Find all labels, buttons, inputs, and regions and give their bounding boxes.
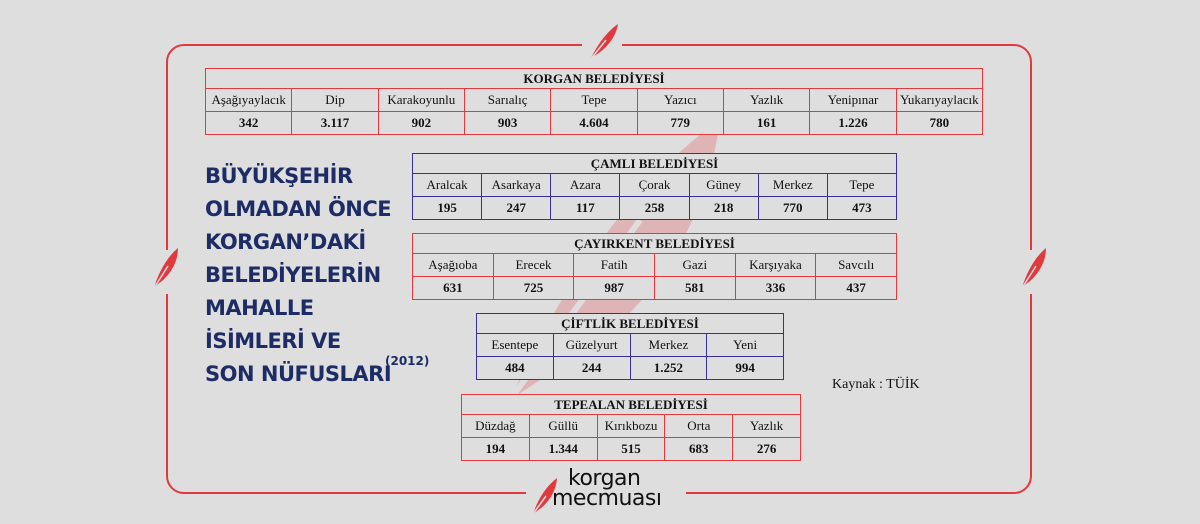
table-title: ÇAYIRKENT BELEDİYESİ [413, 234, 897, 254]
neighborhood-name: Karakoyunlu [378, 89, 464, 112]
population-value: 276 [733, 438, 801, 461]
title-line: BÜYÜKŞEHİR [205, 164, 353, 188]
population-value: 218 [689, 197, 758, 220]
neighborhood-name: Azara [551, 174, 620, 197]
neighborhood-name: Yenipınar [810, 89, 896, 112]
logo [530, 468, 680, 518]
population-value: 437 [816, 277, 897, 300]
population-value: 336 [735, 277, 816, 300]
neighborhood-name: Yazıcı [637, 89, 723, 112]
table-title: TEPEALAN BELEDİYESİ [462, 395, 801, 415]
cayirkent-table [412, 233, 897, 300]
population-value: 1.252 [630, 357, 707, 380]
neighborhood-name: Güllü [529, 415, 597, 438]
logo-text-line2: mecmuası [552, 486, 662, 511]
neighborhood-name: Aralcak [413, 174, 482, 197]
population-value: 3.117 [292, 112, 378, 135]
population-value: 780 [896, 112, 982, 135]
neighborhood-name: Sarıalıç [464, 89, 550, 112]
source-label: Kaynak : TÜİK [832, 377, 920, 392]
neighborhood-name: Dip [292, 89, 378, 112]
population-value: 902 [378, 112, 464, 135]
table-title: KORGAN BELEDİYESİ [206, 69, 983, 89]
tepealan-table [461, 394, 801, 461]
feather-icon [1018, 246, 1050, 290]
population-value: 342 [206, 112, 292, 135]
population-value: 4.604 [551, 112, 637, 135]
population-value: 195 [413, 197, 482, 220]
feather-icon [150, 246, 182, 290]
population-value: 631 [413, 277, 494, 300]
population-value: 194 [462, 438, 530, 461]
neighborhood-name: Asarkaya [482, 174, 551, 197]
korgan-table [205, 68, 983, 135]
neighborhood-name: Tepe [827, 174, 896, 197]
title-line: OLMADAN ÖNCE [205, 197, 392, 221]
population-value: 244 [553, 357, 630, 380]
neighborhood-name: Erecek [493, 254, 574, 277]
population-value: 779 [637, 112, 723, 135]
population-value: 903 [464, 112, 550, 135]
title-line: BELEDİYELERİN [205, 263, 381, 287]
title-line: İSİMLERİ VE [205, 329, 341, 353]
neighborhood-name: Tepe [551, 89, 637, 112]
neighborhood-name: Yazlık [723, 89, 809, 112]
population-value: 484 [477, 357, 554, 380]
neighborhood-name: Çorak [620, 174, 689, 197]
population-value: 515 [597, 438, 665, 461]
neighborhood-name: Yeni [707, 334, 784, 357]
title-line: SON NÜFUSLARI [205, 362, 392, 386]
neighborhood-name: Orta [665, 415, 733, 438]
neighborhood-name: Yukarıyaylacık [896, 89, 982, 112]
population-value: 247 [482, 197, 551, 220]
neighborhood-name: Savcılı [816, 254, 897, 277]
neighborhood-name: Fatih [574, 254, 655, 277]
neighborhood-name: Kırıkbozu [597, 415, 665, 438]
neighborhood-name: Karşıyaka [735, 254, 816, 277]
population-value: 161 [723, 112, 809, 135]
neighborhood-name: Güney [689, 174, 758, 197]
logo-text-line1: korgan [568, 466, 641, 491]
population-value: 987 [574, 277, 655, 300]
year-label: (2012) [385, 354, 430, 368]
population-value: 473 [827, 197, 896, 220]
population-value: 1.226 [810, 112, 896, 135]
neighborhood-name: Merkez [758, 174, 827, 197]
ciftlik-table [476, 313, 784, 380]
neighborhood-name: Güzelyurt [553, 334, 630, 357]
title-line: KORGAN’DAKİ [205, 230, 366, 254]
neighborhood-name: Aşağıyaylacık [206, 89, 292, 112]
population-value: 994 [707, 357, 784, 380]
neighborhood-name: Merkez [630, 334, 707, 357]
neighborhood-name: Esentepe [477, 334, 554, 357]
title-line: MAHALLE [205, 296, 314, 320]
population-value: 258 [620, 197, 689, 220]
population-value: 770 [758, 197, 827, 220]
population-value: 1.344 [529, 438, 597, 461]
population-value: 683 [665, 438, 733, 461]
neighborhood-name: Yazlık [733, 415, 801, 438]
camli-table [412, 153, 897, 220]
neighborhood-name: Gazi [654, 254, 735, 277]
neighborhood-name: Aşağıoba [413, 254, 494, 277]
population-value: 725 [493, 277, 574, 300]
population-value: 581 [654, 277, 735, 300]
neighborhood-name: Düzdağ [462, 415, 530, 438]
population-value: 117 [551, 197, 620, 220]
feather-icon [586, 22, 622, 62]
table-title: ÇİFTLİK BELEDİYESİ [477, 314, 784, 334]
table-title: ÇAMLI BELEDİYESİ [413, 154, 897, 174]
